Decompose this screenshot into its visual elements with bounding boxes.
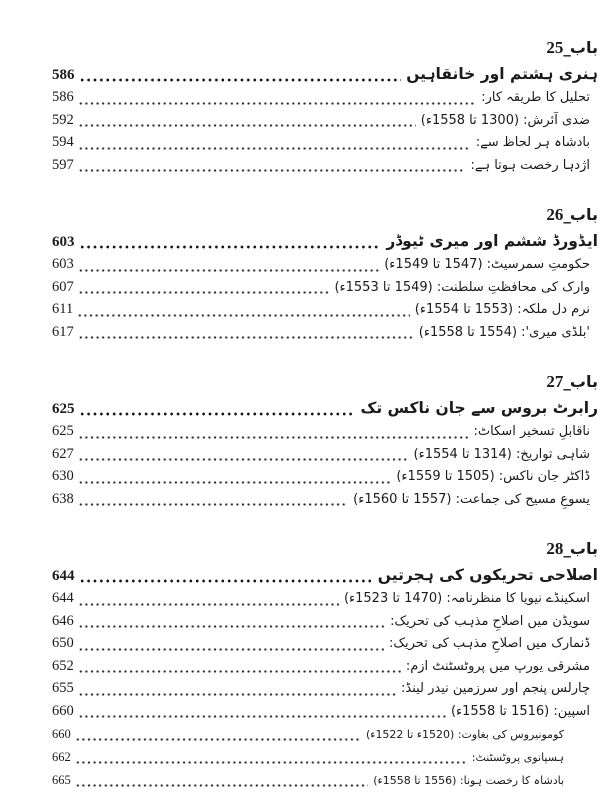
entry-page-number: 597	[52, 156, 74, 173]
chapter-page-number: 644	[52, 568, 75, 584]
entry-title: ہسپانوی پروٹسٹنٹ:	[471, 751, 564, 764]
dotted-leader	[75, 760, 467, 765]
dotted-leader	[78, 435, 469, 440]
dotted-leader	[78, 647, 384, 652]
chapter-title-row	[52, 228, 598, 254]
chapter-title-row	[52, 61, 598, 87]
toc-entry-row	[52, 678, 598, 701]
entry-title: سویڈن میں اصلاحِ مذہب کی تحریک:	[390, 613, 590, 629]
entry-page-number: 650	[52, 635, 74, 651]
dotted-leader	[78, 669, 401, 674]
entry-page-number: 594	[52, 134, 74, 150]
chapter-title-row	[52, 395, 598, 421]
dotted-leader	[78, 123, 416, 128]
entry-page-number: 652	[52, 657, 74, 674]
toc-entry-row	[52, 489, 598, 512]
dotted-leader	[78, 146, 471, 151]
entry-title: ڈنمارک میں اصلاحِ مذہب کی تحریک:	[388, 636, 590, 651]
toc-entry-row	[52, 588, 598, 611]
chapter-block	[52, 201, 598, 344]
dotted-leader	[79, 77, 402, 83]
entry-title: چارلس پنجم اور سرزمین نیدر لینڈ:	[400, 681, 590, 696]
entry-page-number: 660	[52, 702, 74, 719]
dotted-leader	[78, 714, 446, 719]
toc-entry-row	[52, 769, 598, 792]
dotted-leader	[78, 602, 339, 607]
entry-page-number: 662	[52, 750, 71, 764]
chapter-separator: _	[563, 206, 570, 224]
chapter-title: ہنری ہشتم اور خانقاہیں	[406, 65, 598, 83]
entry-title: نرم دل ملکہ: (1553 تا 1554ء)	[414, 302, 590, 317]
dotted-leader	[77, 313, 410, 318]
entry-page-number: 611	[52, 301, 74, 317]
entry-title: اژدہا رخصت ہوتا ہے:	[470, 157, 590, 173]
chapter-word: باب	[569, 372, 598, 391]
dotted-leader	[78, 624, 385, 629]
entry-title: ڈاکٹر جان ناکس: (1505 تا 1559ء)	[396, 469, 590, 484]
entry-page-number: 630	[52, 468, 74, 484]
dotted-leader	[75, 737, 361, 742]
chapter-word: باب	[569, 539, 598, 558]
entry-title: اسکینڈے نیویا کا منظرنامہ: (1470 تا 1523ء)	[343, 591, 590, 606]
entry-page-number: 665	[52, 773, 71, 787]
entry-page-number: 644	[52, 590, 74, 606]
entry-title: بادشاہ ہر لحاظ سے:	[475, 135, 590, 150]
entry-page-number: 627	[52, 445, 74, 462]
toc-entry-row	[52, 87, 598, 110]
dotted-leader	[78, 268, 379, 273]
toc-entry-row	[52, 155, 598, 178]
chapter-title: رابرٹ بروس سے جان ناکس تک	[360, 399, 598, 417]
toc-entry-row	[52, 633, 598, 656]
toc-entry-row	[52, 110, 598, 133]
chapter-number: 27	[546, 372, 564, 391]
dotted-leader	[78, 335, 414, 340]
entry-page-number: 617	[52, 323, 74, 340]
toc-entry-row	[52, 701, 598, 724]
chapter-title: اصلاحی تحریکوں کی ہجرتیں	[377, 566, 598, 584]
toc-entry-row	[52, 444, 598, 467]
entry-page-number: 603	[52, 256, 74, 272]
entry-title: ضدی آئرش: (1300 تا 1558ء)	[420, 112, 590, 128]
chapter-title-row	[52, 562, 598, 588]
chapter-number: 25	[546, 38, 564, 57]
chapter-heading	[52, 34, 598, 61]
toc-entry-row	[52, 723, 598, 746]
entry-page-number: 655	[52, 680, 74, 696]
chapter-block	[52, 368, 598, 511]
toc-entry-row	[52, 322, 598, 345]
dotted-leader	[78, 168, 466, 173]
chapter-separator: _	[563, 540, 570, 558]
chapter-page-number: 603	[52, 234, 75, 250]
entry-title: مشرقی یورپ میں پروٹسٹنٹ ازم:	[405, 658, 590, 674]
toc-entry-row	[52, 611, 598, 634]
entry-page-number: 586	[52, 89, 74, 105]
dotted-leader	[78, 457, 409, 462]
entry-title: اسپین: (1516 تا 1558ء)	[450, 703, 590, 719]
entry-title: تحلیل کا طریقہ کار:	[481, 90, 590, 105]
toc-entry-row	[52, 254, 598, 277]
chapter-page-number: 586	[52, 67, 75, 83]
chapter-separator: _	[563, 39, 570, 57]
entry-page-number: 660	[52, 727, 71, 741]
dotted-leader	[75, 783, 368, 788]
chapter-word: باب	[569, 205, 598, 224]
dotted-leader	[79, 411, 356, 417]
entry-title: حکومتِ سمرسیٹ: (1547 تا 1549ء)	[384, 257, 590, 272]
dotted-leader	[78, 692, 396, 697]
entry-page-number: 592	[52, 111, 74, 128]
chapter-heading	[52, 201, 598, 228]
chapter-block	[52, 535, 598, 792]
dotted-leader	[78, 101, 476, 106]
toc-entry-row	[52, 466, 598, 489]
chapter-word: باب	[569, 38, 598, 57]
entry-title: یسوعِ مسیح کی جماعت: (1557 تا 1560ء)	[353, 491, 590, 507]
entry-title: شاہی تواریخ: (1314 تا 1554ء)	[413, 446, 590, 462]
toc-entry-row	[52, 746, 598, 769]
entry-title: ناقابلِ تسخیر اسکاٹ:	[473, 424, 590, 439]
entry-title: وارک کی محافظتِ سلطنت: (1549 تا 1553ء)	[334, 279, 590, 295]
entry-title: کومونیروس کی بغاوت: (1520ء تا 1522ء)	[365, 728, 564, 741]
toc-entry-row	[52, 132, 598, 155]
dotted-leader	[79, 244, 382, 250]
chapter-page-number: 625	[52, 401, 75, 417]
chapter-block	[52, 34, 598, 177]
toc-entry-row	[52, 421, 598, 444]
dotted-leader	[79, 578, 373, 584]
entry-page-number: 646	[52, 612, 74, 629]
chapter-separator: _	[563, 373, 570, 391]
toc-entry-row	[52, 277, 598, 300]
chapter-number: 26	[546, 205, 564, 224]
chapter-title: ایڈورڈ ششم اور میری ٹیوڈر	[386, 232, 598, 250]
dotted-leader	[78, 290, 330, 295]
chapter-heading	[52, 368, 598, 395]
toc-entry-row	[52, 656, 598, 679]
chapter-number: 28	[546, 539, 564, 558]
entry-title: بادشاہ کا رخصت ہونا: (1556 تا 1558ء)	[373, 774, 564, 787]
dotted-leader	[78, 502, 348, 507]
entry-page-number: 607	[52, 278, 74, 295]
chapter-heading	[52, 535, 598, 562]
entry-page-number: 638	[52, 490, 74, 507]
entry-page-number: 625	[52, 423, 74, 439]
dotted-leader	[78, 480, 392, 485]
entry-title: 'بلڈی میری': (1554 تا 1558ء)	[418, 324, 590, 340]
toc-entry-row	[52, 299, 598, 322]
